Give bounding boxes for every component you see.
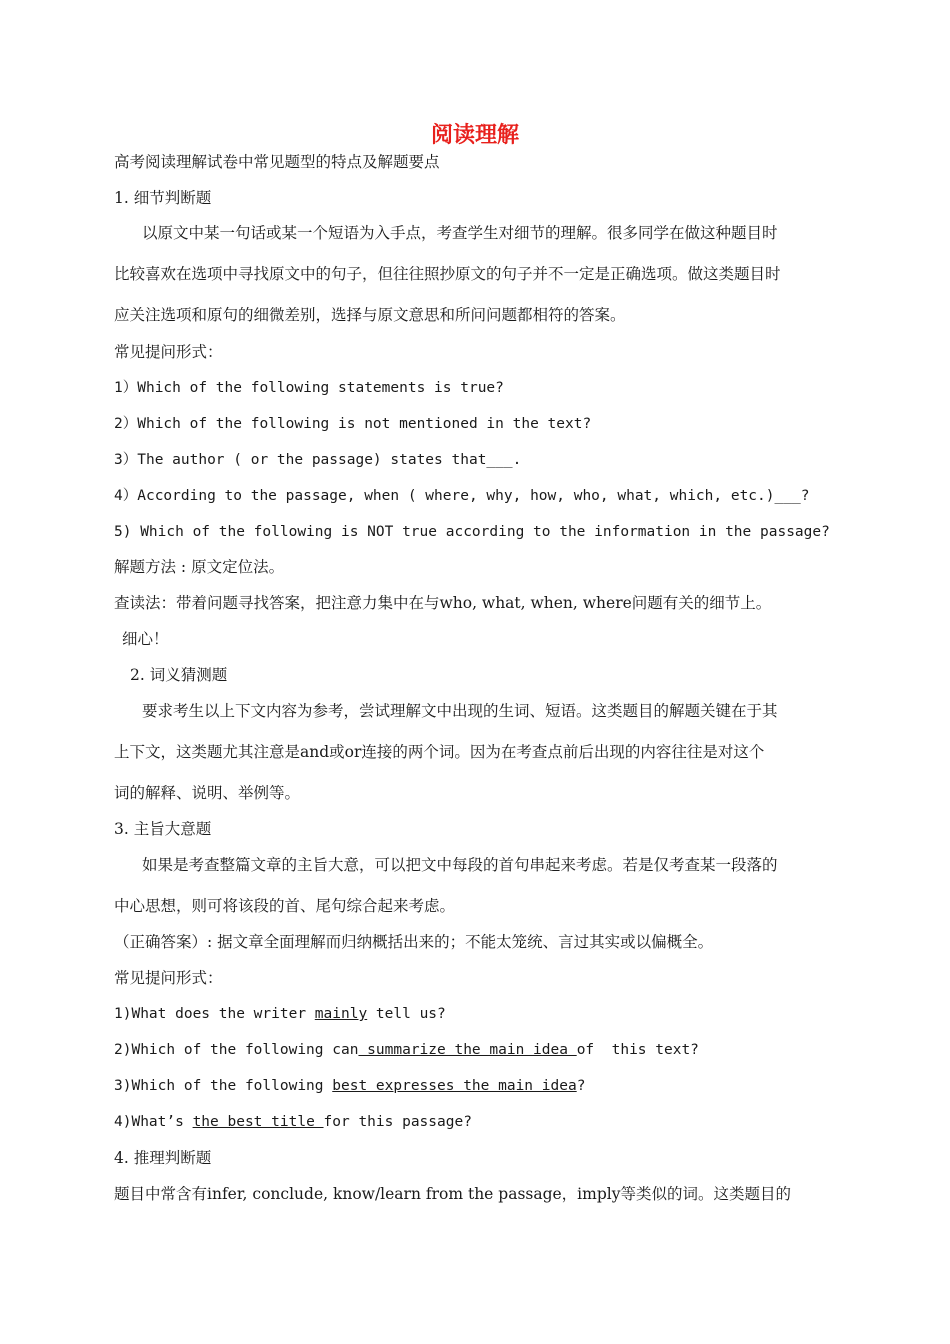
section-3-forms-label: 常见提问形式：	[114, 969, 223, 987]
section-1-careful-note: 细心！	[122, 630, 169, 648]
section-1-paragraph-line-1: 以原文中某一句话或某一个短语为入手点，考查学生对细节的理解。很多同学在做这种题目时	[142, 224, 778, 242]
section-3-paragraph-line-1: 如果是考查整篇文章的主旨大意，可以把文中每段的首句串起来考虑。若是仅考查某一段落的	[142, 856, 778, 874]
section-1-question-5: 5) Which of the following is NOT true according to the information in the passage?	[114, 524, 830, 540]
section-3-question-4: 4)What’s the best title for this passage?	[114, 1114, 472, 1130]
section-1-question-3: 3）The author ( or the passage) states that___.	[114, 452, 522, 468]
section-4-paragraph-line-1: 题目中常含有infer, conclude, know/learn from the passage，imply等类似的词。这类题目的	[114, 1185, 791, 1203]
section-1-question-4: 4）According to the passage, when ( where, why, how, who, what, which, etc.)___?	[114, 488, 810, 504]
section-1-paragraph-line-2: 比较喜欢在选项中寻找原文中的句子，但往往照抄原文的句子并不一定是正确选项。做这类题目时	[114, 265, 781, 283]
section-3-heading: 3. 主旨大意题	[114, 820, 212, 838]
section-3-question-3: 3)Which of the following best expresses the main idea?	[114, 1078, 586, 1094]
section-2-heading: 2. 词义猜测题	[130, 666, 228, 684]
section-3-question-1: 1)What does the writer mainly tell us?	[114, 1006, 446, 1022]
section-1-question-2: 2）Which of the following is not mentioned in the text?	[114, 416, 592, 432]
section-4-heading: 4. 推理判断题	[114, 1149, 212, 1167]
section-2-paragraph-line-2: 上下文，这类题尤其注意是and或or连接的两个词。因为在考查点前后出现的内容往往是对这个	[114, 743, 765, 761]
page-title: 阅读理解	[430, 123, 519, 148]
section-1-scan-reading: 查读法：带着问题寻找答案，把注意力集中在与who, what, when, where问题有关的细节上。	[114, 594, 772, 612]
section-3-correct-answer-note: （正确答案）: 据文章全面理解而归纳概括出来的；不能太笼统、言过其实或以偏概全。	[114, 933, 714, 951]
section-2-paragraph-line-3: 词的解释、说明、举例等。	[114, 784, 301, 802]
section-1-question-1: 1）Which of the following statements is true?	[114, 380, 504, 396]
section-1-heading: 1. 细节判断题	[114, 189, 212, 207]
section-1-method: 解题方法 : 原文定位法。	[114, 558, 285, 576]
section-1-paragraph-line-3: 应关注选项和原句的细微差别，选择与原文意思和所问问题都相符的答案。	[114, 306, 626, 324]
section-2-paragraph-line-1: 要求考生以上下文内容为参考，尝试理解文中出现的生词、短语。这类题目的解题关键在于其	[142, 702, 778, 720]
subtitle: 高考阅读理解试卷中常见题型的特点及解题要点	[114, 153, 440, 171]
section-1-forms-label: 常见提问形式：	[114, 343, 223, 361]
section-3-paragraph-line-2: 中心思想，则可将该段的首、尾句综合起来考虑。	[114, 897, 456, 915]
section-3-question-2: 2)Which of the following can summarize the main idea of this text?	[114, 1042, 699, 1058]
